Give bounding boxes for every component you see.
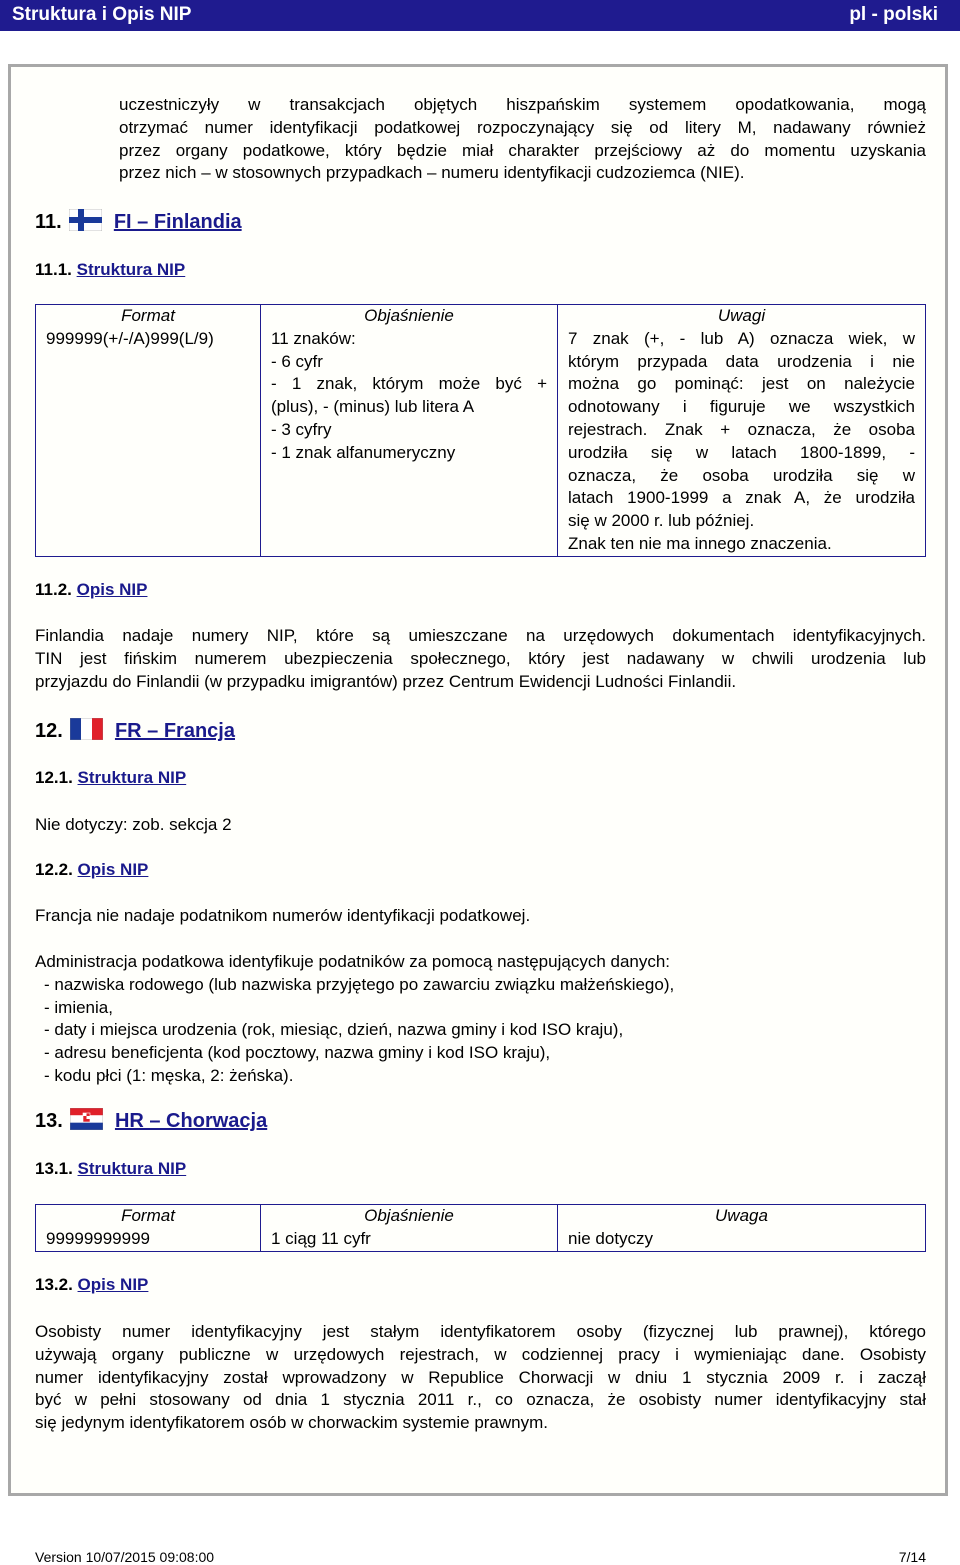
- subsection-title-link[interactable]: Struktura NIP: [77, 1159, 187, 1178]
- table-header: Uwagi: [558, 305, 926, 328]
- description-line: przyjazdu do Finlandii (w przypadku imigrantów) przez Centrum Ewidencji Ludności Finlandii.: [35, 671, 737, 691]
- intro-line: otrzymać numer identyfikacji podatkowej rozpoczynający się od litery M, nadawany również: [119, 117, 926, 137]
- explanation-line: - 1 znak, którym może być +: [271, 374, 547, 394]
- intro-line: przez organy podatkowe, który będzie miał charakter przejściowy aż do momentu uzyskania: [119, 140, 926, 160]
- subsection-number: 12.1.: [35, 768, 73, 787]
- notes-line: latach 1900-1999 a znak A, że urodziła: [568, 488, 915, 508]
- notes-line: się w 2000 r. lub później.: [568, 511, 755, 531]
- table-header: Format: [36, 1205, 261, 1228]
- subsection-title-link[interactable]: Opis NIP: [77, 1275, 149, 1294]
- croatia-flag-icon: [70, 1108, 103, 1130]
- section-number: 12.: [35, 720, 63, 742]
- admin-intro: Administracja podatkowa identyfikuje podatników za pomocą następujących danych:: [35, 952, 671, 971]
- notes-line: oznacza, że osoba urodziła się w: [568, 465, 915, 485]
- subsection-title-link[interactable]: Opis NIP: [76, 580, 148, 599]
- table-header: Objaśnienie: [261, 1205, 558, 1228]
- description-line: Osobisty numer identyfikacyjny jest stałym identyfikatorem osoby (fizycznej lub prawnej), którego: [35, 1322, 926, 1341]
- explanation-cell: 1 ciąg 11 cyfr: [261, 1228, 558, 1251]
- finland-flag-icon: [69, 209, 102, 231]
- subsection-heading: [35, 580, 147, 600]
- list-item: - daty i miejsca urodzenia (rok, miesiąc, dzień, nazwa gminy i kod ISO kraju),: [44, 1020, 624, 1040]
- subsection-number: 11.2.: [35, 580, 72, 599]
- document-title: Struktura i Opis NIP: [12, 4, 192, 25]
- subsection-heading: [35, 860, 148, 880]
- description-line: być w pełni stosowany od dnia 1 stycznia 2011 r., co oznacza, że osobisty numer identyfikacyjny stał: [35, 1390, 926, 1410]
- footer-page-number: 7/14: [898, 1549, 926, 1565]
- description-line: się jedynym identyfikatorem osób w chorwackim systemie prawnym.: [35, 1413, 549, 1433]
- section-number: 13.: [35, 1110, 63, 1132]
- fi-structure-table: [35, 304, 926, 557]
- table-header: Format: [36, 305, 261, 328]
- explanation-line: - 6 cyfr: [271, 351, 323, 371]
- description-line: używają organy publiczne w urzędowych rejestrach, w codziennej pracy i wymieniając dane. Osobisty: [35, 1344, 926, 1364]
- list-item: - adresu beneficjenta (kod pocztowy, nazwa gminy i kod ISO kraju),: [44, 1043, 551, 1063]
- subsection-number: 13.2.: [35, 1275, 73, 1294]
- fr-structure-text: Nie dotyczy: zob. sekcja 2: [35, 815, 232, 834]
- explanation-line: - 3 cyfry: [271, 419, 332, 439]
- list-item: - nazwiska rodowego (lub nazwiska przyjętego po zawarciu związku małżeńskiego),: [44, 974, 675, 994]
- notes-line: Znak ten nie ma innego znaczenia.: [568, 533, 832, 553]
- notes-line: 7 znak (+, - lub A) oznacza wiek, w: [568, 328, 915, 348]
- subsection-number: 12.2.: [35, 860, 73, 879]
- fr-description: Francja nie nadaje podatnikom numerów identyfikacji podatkowej.: [35, 906, 531, 925]
- section-title-link[interactable]: HR – Chorwacja: [114, 1110, 268, 1132]
- admin-list: [35, 974, 926, 1088]
- section-title-link[interactable]: FR – Francja: [114, 720, 235, 742]
- explanation-line: (plus), - (minus) lub litera A: [271, 397, 475, 417]
- section-title-link[interactable]: FI – Finlandia: [113, 211, 242, 233]
- subsection-heading: [35, 260, 185, 280]
- notes-line: urodziła się w latach 1800-1899, -: [568, 442, 915, 462]
- subsection-title-link[interactable]: Struktura NIP: [77, 768, 187, 787]
- section-number: 11.: [35, 211, 62, 233]
- language-label: pl - polski: [849, 4, 938, 25]
- format-cell: 99999999999: [36, 1228, 261, 1251]
- section-heading-hr: [35, 1108, 267, 1133]
- list-item: - kodu płci (1: męska, 2: żeńska).: [44, 1065, 294, 1085]
- table-header: Uwaga: [558, 1205, 926, 1228]
- notes-line: odnotowany i figuruje we wszystkich: [568, 397, 915, 417]
- header-bar: [0, 0, 960, 31]
- fi-description: [35, 625, 926, 693]
- notes-line: którym przypada data urodzenia i nie: [568, 351, 915, 371]
- subsection-title-link[interactable]: Opis NIP: [77, 860, 149, 879]
- description-line: Finlandia nadaje numery NIP, które są umieszczane na urzędowych dokumentach identyfikacyjnych.: [35, 626, 926, 645]
- subsection-heading: [35, 1275, 148, 1295]
- hr-description: [35, 1321, 926, 1435]
- section-heading-fi: [35, 209, 242, 234]
- france-flag-icon: [70, 718, 103, 740]
- table-row: [36, 328, 926, 556]
- subsection-heading: [35, 768, 186, 788]
- subsection-number: 11.1.: [35, 260, 72, 279]
- notes-line: rejestrach. Znak + oznacza, że osoba: [568, 419, 915, 439]
- footer-version: Version 10/07/2015 09:08:00: [35, 1549, 215, 1565]
- intro-line: przez nich – w stosownych przypadkach – numeru identyfikacji cudzoziemca (NIE).: [119, 163, 745, 183]
- intro-line: uczestniczyły w transakcjach objętych hiszpańskim systemem opodatkowania, mogą: [119, 95, 926, 114]
- hr-structure-table: [35, 1204, 926, 1252]
- description-line: numer identyfikacyjny został wprowadzony w Republice Chorwacji w dniu 1 stycznia 2009 r. i zaczął: [35, 1367, 926, 1387]
- subsection-title-link[interactable]: Struktura NIP: [76, 260, 186, 279]
- notes-cell: [558, 328, 926, 556]
- format-cell: 999999(+/-/A)999(L/9): [36, 328, 261, 556]
- table-header: Objaśnienie: [261, 305, 558, 328]
- explanation-line: - 1 znak alfanumeryczny: [271, 442, 456, 462]
- explanation-cell: [261, 328, 558, 556]
- notes-cell: nie dotyczy: [558, 1228, 926, 1251]
- subsection-heading: [35, 1159, 186, 1179]
- intro-paragraph: [119, 94, 926, 185]
- fr-admin-block: [35, 951, 926, 1088]
- description-line: TIN jest fińskim numerem ubezpieczenia społecznego, który jest nadawany w chwili urodzenia lub: [35, 648, 926, 668]
- subsection-number: 13.1.: [35, 1159, 73, 1178]
- notes-line: można go pominąć: jest on należycie: [568, 374, 915, 394]
- section-heading-fr: [35, 718, 235, 743]
- table-row: [36, 1228, 926, 1251]
- explanation-line: 11 znaków:: [271, 328, 356, 348]
- list-item: - imienia,: [44, 997, 113, 1017]
